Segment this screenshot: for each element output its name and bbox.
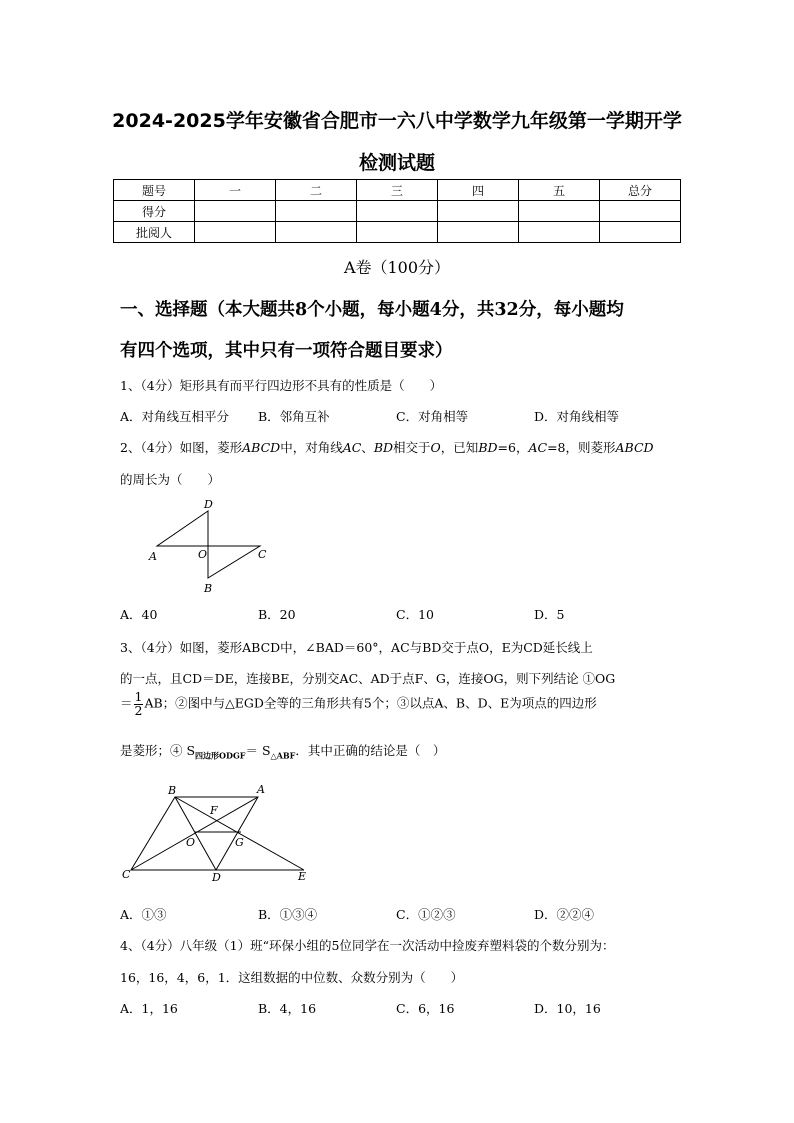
label-f: F bbox=[210, 804, 218, 817]
question-3-option-c[interactable]: C．①②③ bbox=[396, 907, 456, 922]
table-row bbox=[114, 222, 681, 243]
label-a: A bbox=[257, 783, 265, 796]
var-bd-cond: BD bbox=[478, 440, 498, 455]
question-4-option-d[interactable]: D．10，16 bbox=[534, 1001, 601, 1016]
table-cell: 总分 bbox=[600, 180, 681, 201]
var-abcd-2: ABCD bbox=[615, 440, 654, 455]
question-2-stem bbox=[120, 438, 654, 456]
label-a: A bbox=[149, 550, 157, 563]
section-a-heading: A卷（100分） bbox=[343, 258, 451, 277]
text-fragment: ＝ S bbox=[245, 743, 271, 758]
question-3-option-d[interactable]: D．②②④ bbox=[534, 907, 595, 922]
subscript: 四边形ODGF bbox=[195, 750, 246, 761]
label-o: O bbox=[198, 548, 208, 561]
text-fragment: ．其中正确的结论是（ ） bbox=[295, 743, 446, 758]
text-fragment: =6， bbox=[497, 440, 529, 455]
label-g: G bbox=[235, 836, 244, 849]
table-cell bbox=[519, 222, 600, 243]
question-1-stem: 1、（4分）矩形具有而平行四边形不具有的性质是（ ） bbox=[120, 378, 443, 393]
score-table-header-row bbox=[114, 180, 681, 201]
table-row bbox=[114, 201, 681, 222]
question-1-option-c[interactable]: C．对角相等 bbox=[396, 409, 469, 424]
label-c: C bbox=[258, 548, 267, 561]
table-cell: 五 bbox=[519, 180, 600, 201]
fraction-denominator: 2 bbox=[134, 702, 143, 718]
label-c: C bbox=[122, 868, 131, 881]
label-b: B bbox=[168, 784, 177, 797]
question-1-option-a[interactable]: A．对角线互相平分 bbox=[120, 409, 230, 424]
table-cell bbox=[519, 201, 600, 222]
table-cell bbox=[438, 201, 519, 222]
question-4-option-c[interactable]: C．6，16 bbox=[396, 1001, 455, 1016]
question-4-option-b[interactable]: B．4，16 bbox=[258, 1001, 317, 1016]
fraction-numerator: 1 bbox=[134, 689, 143, 704]
part1-heading-line2: 有四个选项，其中只有一项符合题目要求） bbox=[120, 341, 453, 361]
text-fragment: ，已知 bbox=[440, 440, 479, 455]
var-bd: BD bbox=[373, 440, 394, 455]
text-fragment: 中，对角线 bbox=[280, 440, 343, 455]
table-cell bbox=[438, 222, 519, 243]
table-cell bbox=[195, 201, 276, 222]
question-3-stem-line2: 的一点，且CD＝DE，连接BE，分别交AC、AD于点F、G，连接OG，则下列结论 ①OG bbox=[120, 671, 616, 686]
var-abcd: ABCD bbox=[242, 440, 281, 455]
table-cell bbox=[195, 222, 276, 243]
fraction-one-half bbox=[134, 691, 144, 717]
text-fragment: =8，则菱形 bbox=[547, 440, 616, 455]
table-cell: 得分 bbox=[114, 201, 195, 222]
question-2-option-d[interactable]: D．5 bbox=[534, 607, 565, 622]
table-cell: 二 bbox=[276, 180, 357, 201]
question-2-stem-line2: 的周长为（ ） bbox=[120, 472, 221, 487]
question-3-stem: 3、（4分）如图，菱形ABCD中，∠BAD＝60°，AC与BD交于点O，E为CD延长线上 bbox=[120, 640, 593, 655]
label-d: D bbox=[212, 871, 221, 884]
table-cell bbox=[600, 222, 681, 243]
part1-heading: 一、选择题（本大题共8个小题，每小题4分，共32分，每小题均 bbox=[120, 300, 624, 320]
text-fragment: 、 bbox=[361, 440, 374, 455]
var-o: O bbox=[430, 440, 441, 455]
score-table bbox=[113, 179, 681, 243]
text-fragment: 是菱形；④ S bbox=[120, 743, 196, 758]
label-d: D bbox=[204, 498, 213, 511]
table-cell bbox=[276, 201, 357, 222]
question-3-option-a[interactable]: A．①③ bbox=[120, 907, 167, 922]
table-cell: 四 bbox=[438, 180, 519, 201]
question-1-option-b[interactable]: B．邻角互补 bbox=[258, 409, 330, 424]
text-fragment: ＝ bbox=[120, 695, 133, 711]
label-o: O bbox=[186, 836, 196, 849]
question-3-stem-line3 bbox=[120, 691, 597, 717]
question-2-option-c[interactable]: C．10 bbox=[396, 607, 434, 622]
question-4-option-a[interactable]: A．1，16 bbox=[120, 1001, 178, 1016]
question-4-stem-line2: 16，16，4，6，1．这组数据的中位数、众数分别为（ ） bbox=[120, 970, 464, 985]
rhombus-extension-figure bbox=[118, 778, 318, 888]
table-cell: 一 bbox=[195, 180, 276, 201]
subscript: △ABF bbox=[270, 750, 296, 761]
page-title: 2024-2025学年安徽省合肥市一六八中学数学九年级第一学期开学 bbox=[112, 110, 682, 132]
question-3-stem-line4 bbox=[120, 741, 445, 762]
table-cell bbox=[276, 222, 357, 243]
table-cell bbox=[357, 201, 438, 222]
question-2-option-a[interactable]: A．40 bbox=[120, 607, 158, 622]
text-fragment: AB；②图中与△EGD全等的三角形共有5个；③以点A、B、D、E为项点的四边形 bbox=[144, 695, 597, 711]
question-4-stem: 4、（4分）八年级（1）班“环保小组的5位同学在一次活动中捡废弃塑料袋的个数分别为： bbox=[120, 938, 615, 953]
question-2-option-b[interactable]: B．20 bbox=[258, 607, 296, 622]
table-cell: 三 bbox=[357, 180, 438, 201]
label-b: B bbox=[204, 582, 213, 595]
question-1-option-d[interactable]: D．对角线相等 bbox=[534, 409, 620, 424]
question-3-option-b[interactable]: B．①③④ bbox=[258, 907, 318, 922]
table-cell bbox=[600, 201, 681, 222]
table-cell bbox=[357, 222, 438, 243]
text-fragment: 2、（4分）如图，菱形 bbox=[120, 440, 243, 455]
rhombus-figure bbox=[140, 494, 280, 596]
page-title-line2: 检测试题 bbox=[358, 152, 435, 174]
table-cell: 题号 bbox=[114, 180, 195, 201]
table-cell: 批阅人 bbox=[114, 222, 195, 243]
var-ac: AC bbox=[342, 440, 362, 455]
label-e: E bbox=[298, 870, 307, 883]
text-fragment: 相交于 bbox=[393, 440, 431, 455]
var-ac-cond: AC bbox=[528, 440, 548, 455]
